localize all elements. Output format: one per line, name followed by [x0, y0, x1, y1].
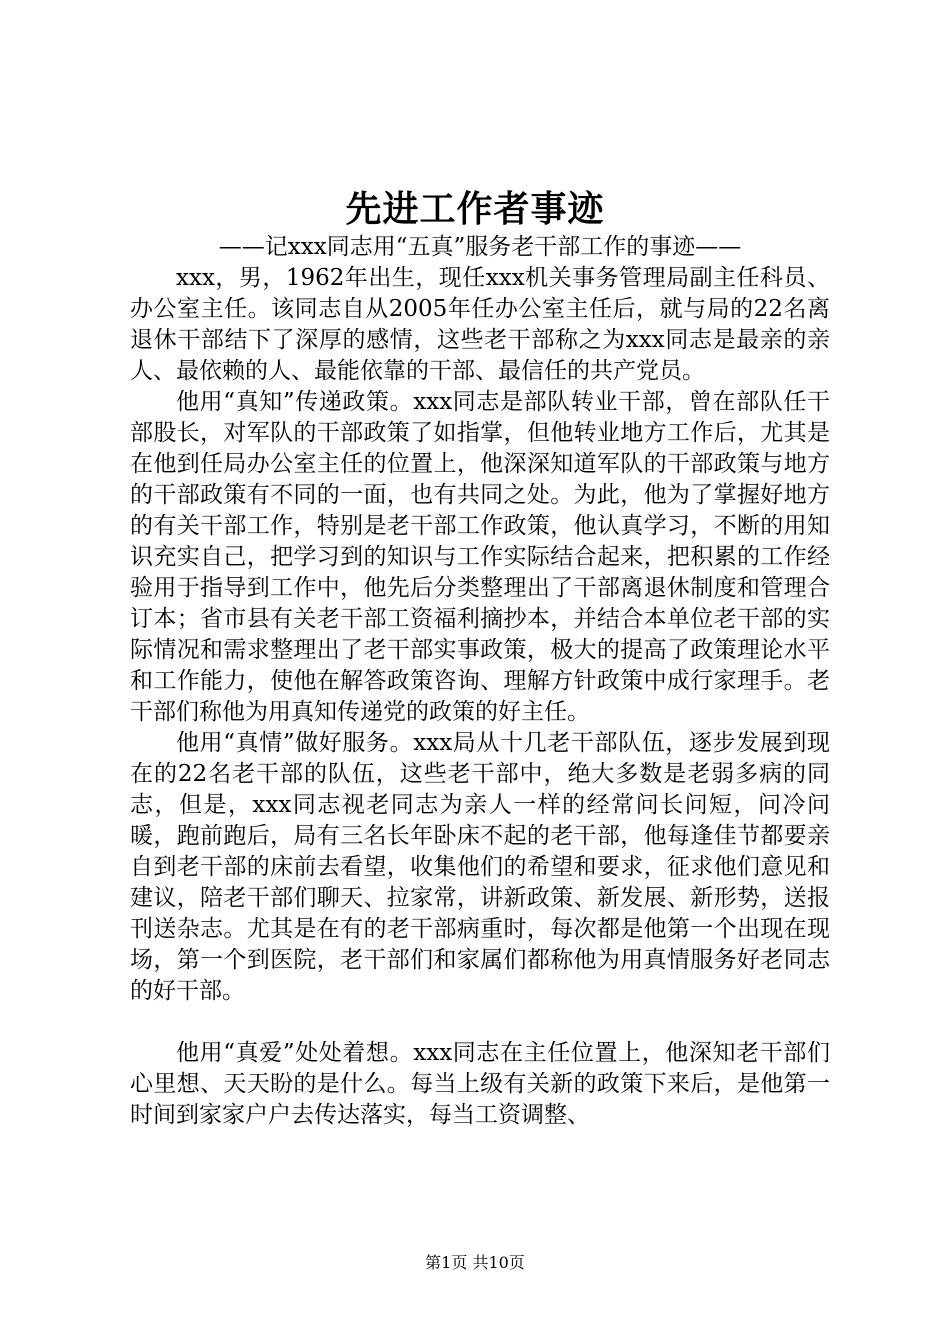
paragraph-intro: xxx，男，1962年出生，现任xxx机关事务管理局副主任科员、办公室主任。该同志自从2005年任办公室主任后，就与局的22名离退休干部结下了深厚的感情，这些老干部称之为xxx同志是最亲的亲人、最依赖的人、最能依靠的干部、最信任的共产党员。: [130, 265, 830, 384]
paragraph-gap: [130, 1007, 830, 1038]
document-title: 先进工作者事迹: [345, 188, 605, 230]
document-subtitle: ——记xxx同志用“五真”服务老干部工作的事迹——: [218, 234, 742, 260]
page-number-footer: 第1页 共10页: [425, 1253, 525, 1272]
document-body: [130, 232, 830, 1131]
paragraph-true-knowledge: 他用“真知”传递政策。xxx同志是部队转业干部，曾在部队任干部股长，对军队的干部政策了如指掌，但他转业地方工作后，尤其是在他到任局办公室主任的位置上，他深深知道军队的干部政策与地方的干部政策有不同的一面，也有共同之处。为此，他为了掌握好地方的有关干部工作，特别是老干部工作政策，他认真学习，不断的用知识充实自己，把学习到的知识与工作实际结合起来，把积累的工作经验用于指导到工作中，他先后分类整理出了干部离退休制度和管理合订本；省市县有关老干部工资福利摘抄本，并结合本单位老干部的实际情况和需求整理出了老干部实事政策，极大的提高了政策理论水平和工作能力，使他在解答政策咨询、理解方针政策中成行家理手。老干部们称他为用真知传递党的政策的好主任。: [130, 389, 830, 725]
paragraph-true-love: 他用“真爱”处处着想。xxx同志在主任位置上，他深知老干部们心里想、天天盼的是什么。每当上级有关新的政策下来后，是他第一时间到家家户户去传达落实，每当工资调整、: [130, 1040, 830, 1128]
paragraph-true-feeling: 他用“真情”做好服务。xxx局从十几老干部队伍，逐步发展到现在的22名老干部的队伍，这些老干部中，绝大多数是老弱多病的同志，但是，xxx同志视老同志为亲人一样的经常问长问短，问冷问暖，跑前跑后，局有三名长年卧床不起的老干部，他每逢佳节都要亲自到老干部的床前去看望，收集他们的希望和要求，征求他们意见和建议，陪老干部们聊天、拉家常，讲新政策、新发展、新形势，送报刊送杂志。尤其是在有的老干部病重时，每次都是他第一个出现在现场，第一个到医院，老干部们和家属们都称他为用真情服务好老同志的好干部。: [130, 730, 830, 1004]
